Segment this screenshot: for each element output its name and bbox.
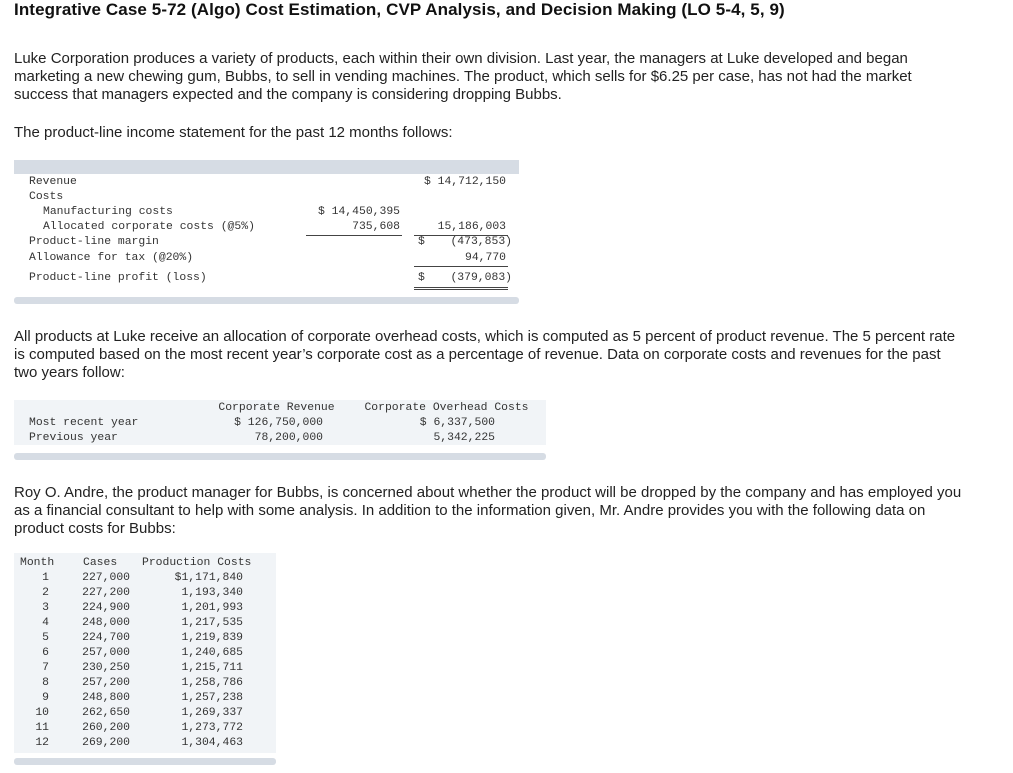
production-cost-cell: 1,273,772: [181, 722, 243, 734]
profit-dollar-sign: $: [418, 272, 425, 284]
header-cases: Cases: [83, 557, 118, 569]
production-cost-cell: 1,304,463: [181, 737, 243, 749]
cases-cell: 248,800: [82, 692, 130, 704]
cases-cell: 248,000: [82, 617, 130, 629]
production-cost-cell: 1,193,340: [181, 587, 243, 599]
product-line-margin-value: (473,853): [450, 236, 512, 248]
product-line-profit-label: Product-line profit (loss): [29, 272, 207, 284]
table-bottom-bar: [14, 297, 519, 304]
month-cell: 1: [42, 572, 49, 584]
tax-allowance-value: 94,770: [464, 252, 506, 264]
production-cost-cell: 1,257,238: [181, 692, 243, 704]
production-cost-cell: 1,215,711: [181, 662, 243, 674]
cases-cell: 257,000: [82, 647, 130, 659]
header-production-costs: Production Costs: [142, 557, 252, 569]
production-cost-cell: 1,219,839: [181, 632, 243, 644]
row-label-previous: Previous year: [29, 432, 118, 444]
revenue-label: Revenue: [29, 176, 77, 188]
underline: [414, 266, 508, 267]
month-cell: 12: [35, 737, 49, 749]
table-top-bar: [14, 160, 519, 174]
costs-label: Costs: [29, 191, 64, 203]
revenue-most-recent: $ 126,750,000: [234, 417, 323, 429]
tax-allowance-label: Allowance for tax (@20%): [29, 252, 194, 264]
total-costs-value: 15,186,003: [437, 221, 506, 233]
consultant-paragraph: Roy O. Andre, the product manager for Bubbs, is concerned about whether the product will be dropped by the company and has employed you as a financial consultant to help with some analysis. In addition to the information given, Mr. Andre provides you with the following data on product costs for Bubbs:: [14, 484, 962, 537]
cases-cell: 224,900: [82, 602, 130, 614]
table-bottom-bar: [14, 758, 276, 765]
revenue-value: $ 14,712,150: [423, 176, 506, 188]
margin-dollar-sign: $: [418, 236, 425, 248]
production-cost-cell: 1,201,993: [181, 602, 243, 614]
corporate-costs-table: [14, 400, 546, 462]
table-bottom-bar: [14, 453, 546, 460]
cases-cell: 262,650: [82, 707, 130, 719]
cases-cell: 227,200: [82, 587, 130, 599]
month-cell: 7: [42, 662, 49, 674]
income-statement-intro: The product-line income statement for the past 12 months follows:: [14, 124, 453, 141]
overhead-most-recent: $ 6,337,500: [419, 417, 495, 429]
cases-cell: 230,250: [82, 662, 130, 674]
underline: [306, 235, 402, 236]
production-cost-cell: $1,171,840: [174, 572, 243, 584]
overhead-previous: 5,342,225: [433, 432, 495, 444]
month-cell: 11: [35, 722, 49, 734]
cases-cell: 224,700: [82, 632, 130, 644]
manufacturing-costs-label: Manufacturing costs: [43, 206, 173, 218]
product-line-margin-label: Product-line margin: [29, 236, 159, 248]
income-statement-table: [14, 160, 519, 306]
header-corporate-overhead: Corporate Overhead Costs: [364, 402, 529, 414]
month-cell: 9: [42, 692, 49, 704]
month-cell: 6: [42, 647, 49, 659]
page-title: Integrative Case 5-72 (Algo) Cost Estimation, CVP Analysis, and Decision Making (LO 5-4, 5, 9): [14, 0, 785, 19]
cases-cell: 260,200: [82, 722, 130, 734]
month-cell: 2: [42, 587, 49, 599]
overhead-paragraph: All products at Luke receive an allocation of corporate overhead costs, which is computed as 5 percent of product revenue. The 5 percent rate is computed based on the most recent year’s corporate cost as a percentage of revenue. Data on corporate costs and revenues for the past two years follow:: [14, 328, 956, 381]
month-cell: 3: [42, 602, 49, 614]
intro-paragraph: Luke Corporation produces a variety of products, each within their own division. Last year, the managers at Luke developed and began marketing a new chewing gum, Bubbs, to sell in vending machines. The product, which sells for $6.25 per case, has not had the market success that managers expected and the company is considering dropping Bubbs.: [14, 50, 912, 103]
product-line-profit-value: (379,083): [450, 272, 512, 284]
month-cell: 8: [42, 677, 49, 689]
header-month: Month: [20, 557, 55, 569]
header-corporate-revenue: Corporate Revenue: [218, 402, 335, 414]
manufacturing-costs-value: $ 14,450,395: [317, 206, 400, 218]
double-underline: [414, 289, 508, 290]
allocated-costs-value: 735,608: [352, 221, 400, 233]
month-cell: 5: [42, 632, 49, 644]
cases-cell: 227,000: [82, 572, 130, 584]
row-label-most-recent: Most recent year: [29, 417, 139, 429]
double-underline: [414, 287, 508, 288]
production-cost-cell: 1,217,535: [181, 617, 243, 629]
cases-cell: 257,200: [82, 677, 130, 689]
cases-cell: 269,200: [82, 737, 130, 749]
production-cost-cell: 1,258,786: [181, 677, 243, 689]
month-cell: 10: [35, 707, 49, 719]
month-cell: 4: [42, 617, 49, 629]
production-cost-cell: 1,269,337: [181, 707, 243, 719]
revenue-previous: 78,200,000: [254, 432, 323, 444]
monthly-cost-table: [14, 553, 276, 768]
production-cost-cell: 1,240,685: [181, 647, 243, 659]
allocated-costs-label: Allocated corporate costs (@5%): [43, 221, 255, 233]
